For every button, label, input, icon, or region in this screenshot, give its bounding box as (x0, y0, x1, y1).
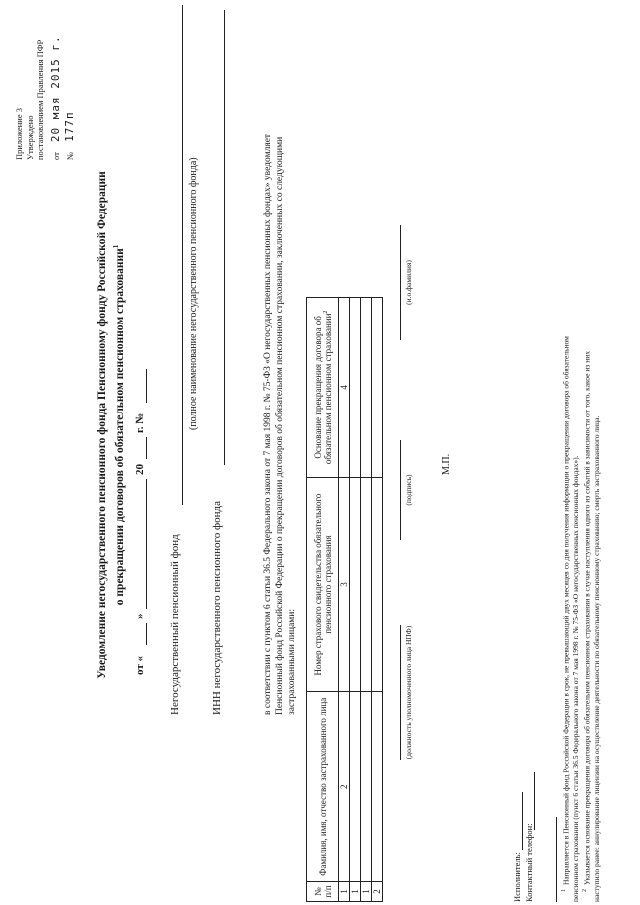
name-line[interactable] (400, 225, 401, 340)
phone-label: Контактный телефон: (524, 823, 534, 902)
year-blank[interactable] (146, 437, 147, 459)
title-footnote-mark: 1 (112, 244, 120, 249)
basis-cell[interactable] (361, 298, 372, 478)
position-caption: (должность уполномоченного лица НПФ) (404, 625, 413, 760)
table-row (350, 298, 361, 902)
approval-line-1: Приложение 3 (14, 108, 24, 160)
body-line-1: в соответствии с пунктом 6 статьи 36.5 Федерального закона от 7 мая 1998 г. № 75-ФЗ «О негосударственных пенсионных фондах» уведомляет (263, 133, 273, 715)
footnote-2-line-1: $^2$Указывается основание прекращения договора об обязательном пенсионном страховании в случае наступления одного из событий в зависимости от того, какое из них (581, 351, 591, 892)
footnote-2-line-2: наступило ранее: аннулирование лицензии на осуществление деятельности по обязательному пенсионному страхованию; смерть застрахованного лица. (591, 415, 601, 902)
col-number-2: 2 (339, 692, 350, 882)
inn-input[interactable] (224, 10, 225, 465)
header-footnote-mark: 2 (322, 310, 329, 314)
col-header-basis: Основание прекращения договора об обязательном пенсионном страховании$^2$ (307, 298, 339, 478)
title-line-2: о прекращении договоров об обязательном пенсионном страховании$^1$ (112, 244, 126, 606)
day-blank[interactable] (146, 623, 147, 645)
approval-block (14, 0, 74, 160)
row-index-cell: 2 (372, 882, 383, 902)
signature-line[interactable] (400, 440, 401, 540)
seal-placeholder: М.П. (441, 453, 452, 475)
col-number-1: 1 (339, 882, 350, 902)
footnote-1-line-1: $^1$Направляется в Пенсионный фонд Российской Федерации в срок, не превышающий двух месяцев со дня получения информации о прекращении договора об обязательном (561, 336, 571, 892)
approval-number-value: 177п (62, 111, 76, 142)
fund-label: Негосударственный пенсионный фонд (169, 534, 181, 715)
inn-label: ИНН негосударственного пенсионного фонда (211, 500, 223, 715)
row-index-cell: 1 (350, 882, 361, 902)
fund-name-input[interactable] (182, 5, 183, 505)
col-header-number: № п/п (307, 882, 339, 902)
approval-date-prefix: от (50, 152, 61, 160)
col-number-4: 4 (339, 298, 350, 478)
col-header-full-name: Фамилия, имя, отчество застрахованного лица (307, 692, 339, 882)
table-row (372, 298, 383, 902)
snils-cell[interactable] (350, 477, 361, 692)
executor-label: Исполнитель: (512, 852, 522, 902)
name-caption: (и.о.фамилия) (404, 260, 413, 305)
col-header-snils: Номер страхового свидетельства обязательного пенсионного страхования (307, 477, 339, 692)
full-name-cell[interactable] (350, 692, 361, 882)
approval-date-value: 20 мая 2015 г. (48, 35, 62, 143)
date-line (134, 115, 150, 675)
signature-caption: (подпись) (404, 474, 413, 506)
insured-persons-table (306, 297, 383, 902)
phone-input[interactable] (534, 772, 535, 830)
footnote-1-mark: 1 (561, 889, 567, 892)
date-quote-close: » (134, 613, 146, 619)
body-line-2: Пенсионный фонд Российской Федерации о прекращении договоров об обязательном пенсионном страховании, заключенных со следующими (275, 136, 285, 715)
document-title (95, 5, 127, 845)
approval-line-3: постановлением Правления ПФР (35, 39, 45, 160)
body-paragraph (262, 15, 298, 715)
approval-number-prefix: № (64, 151, 75, 160)
footnote-separator (556, 817, 557, 902)
position-line[interactable] (400, 625, 401, 760)
footnotes (560, 2, 601, 902)
footnote-2-mark: 2 (581, 889, 588, 892)
full-name-cell[interactable] (372, 692, 383, 882)
snils-cell[interactable] (372, 477, 383, 692)
title-line-1: Уведомление негосударственного пенсионного фонда Пенсионному фонду Российской Федерации (96, 171, 108, 679)
full-name-cell[interactable] (361, 692, 372, 882)
number-prefix: г. № (134, 412, 146, 433)
snils-cell[interactable] (361, 477, 372, 692)
basis-cell[interactable] (350, 298, 361, 478)
approval-date (46, 0, 60, 160)
table-header-row (307, 298, 339, 902)
date-prefix: от « (134, 655, 146, 675)
year-prefix: 20 (134, 464, 146, 475)
body-line-3: застрахованными лицами: (287, 608, 297, 715)
table-number-row (339, 298, 350, 902)
executor-input[interactable] (522, 792, 523, 850)
number-blank[interactable] (146, 369, 147, 403)
fund-caption: (полное наименование негосударственного пенсионного фонда) (188, 157, 199, 430)
footnote-1-line-2: пенсионном страховании (пункт 6 статьи 36.5 Федерального закона от 7 мая 1998 г. № 75-ФЗ «О негосударственных пенсионных фондах»). (571, 455, 580, 902)
table-row (361, 298, 372, 902)
basis-cell[interactable] (372, 298, 383, 478)
row-index-cell: 1 (361, 882, 372, 902)
col-number-3: 3 (339, 477, 350, 692)
month-blank[interactable] (146, 479, 147, 609)
approval-line-2: Утверждено (24, 115, 35, 160)
